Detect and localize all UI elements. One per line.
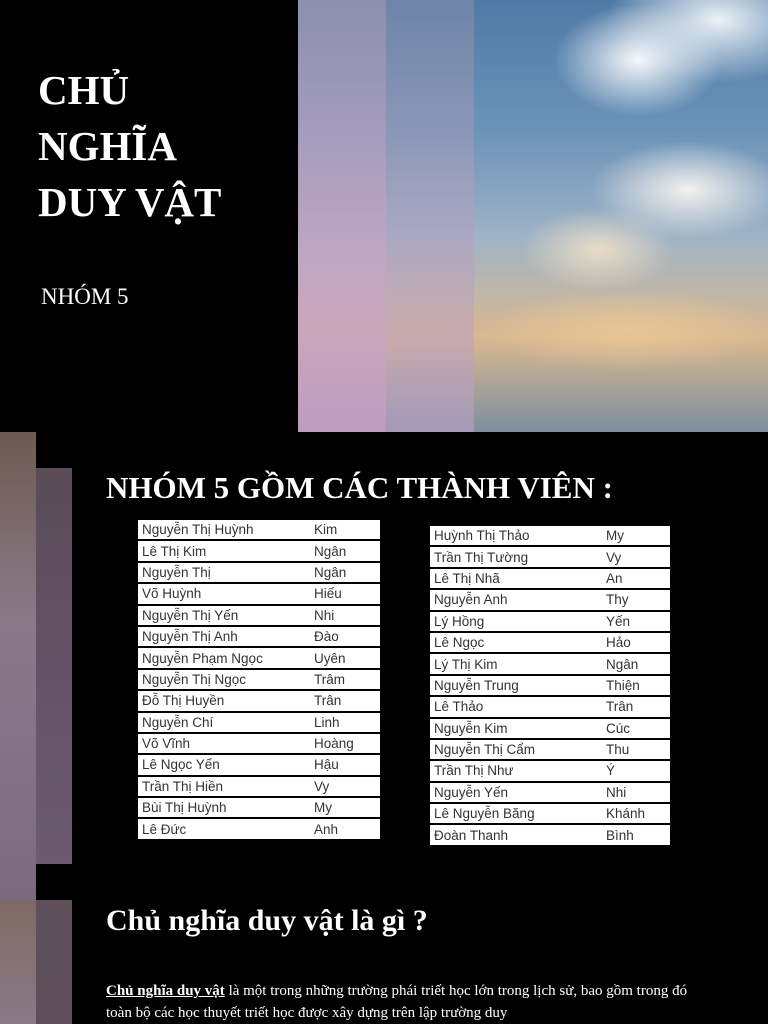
table-row [138,690,380,711]
table-row [138,776,380,797]
member-surname-cell: Đỗ Thị Huyền [138,690,308,711]
member-name-cell: Ý [600,760,670,781]
table-row [430,568,670,589]
member-surname-cell: Đoàn Thanh [430,824,600,845]
member-surname-cell: Nguyễn Chí [138,712,308,733]
decorative-sidebar-outer [0,432,36,900]
member-name-cell: Linh [308,712,380,733]
member-name-cell: Bình [600,824,670,845]
table-row [138,712,380,733]
member-surname-cell: Lê Thảo [430,696,600,717]
members-heading: NHÓM 5 GỒM CÁC THÀNH VIÊN : [106,470,613,505]
member-surname-cell: Nguyễn Thị [138,562,308,583]
member-name-cell: Trân [308,690,380,711]
table-row [138,754,380,775]
member-name-cell: Kim [308,520,380,540]
decorative-sidebar-outer [0,900,36,1024]
member-surname-cell: Trần Thị Như [430,760,600,781]
table-row [430,675,670,696]
member-name-cell: Hậu [308,754,380,775]
table-row [430,803,670,824]
table-row [430,589,670,610]
definition-heading: Chủ nghĩa duy vật là gì ? [106,904,428,937]
member-name-cell: Trân [600,696,670,717]
member-surname-cell: Nguyễn Yến [430,782,600,803]
slide-title [38,62,221,230]
member-name-cell: Nhi [600,782,670,803]
member-name-cell: Khánh [600,803,670,824]
title-line-1: CHỦ [38,67,130,113]
member-surname-cell: Lê Nguyễn Băng [430,803,600,824]
title-line-3: DUY VẬT [38,179,222,225]
table-row [430,696,670,717]
member-name-cell: My [308,797,380,818]
table-row [430,653,670,674]
table-row [138,540,380,561]
table-row [430,611,670,632]
table-row [138,818,380,839]
table-row [138,605,380,626]
decorative-strip-2 [386,0,474,432]
member-surname-cell: Nguyễn Phạm Ngọc [138,647,308,668]
table-row [430,546,670,567]
member-name-cell: An [600,568,670,589]
member-surname-cell: Nguyễn Thị Ngọc [138,669,308,690]
member-surname-cell: Nguyễn Trung [430,675,600,696]
member-surname-cell: Lê Đức [138,818,308,839]
member-surname-cell: Nguyễn Kim [430,718,600,739]
table-row [138,669,380,690]
member-surname-cell: Lê Thị Kim [138,540,308,561]
member-surname-cell: Nguyễn Thị Yến [138,605,308,626]
title-line-2: NGHĨA [38,123,177,169]
table-row [138,626,380,647]
members-slide [0,432,768,900]
table-row [430,760,670,781]
slide-subtitle: NHÓM 5 [41,284,129,309]
table-row [430,782,670,803]
member-surname-cell: Lê Thị Nhã [430,568,600,589]
table-row [430,824,670,845]
member-name-cell: Ngân [600,653,670,674]
table-row [430,526,670,546]
member-surname-cell: Huỳnh Thị Thảo [430,526,600,546]
member-surname-cell: Võ Vĩnh [138,733,308,754]
member-name-cell: Thy [600,589,670,610]
member-name-cell: Thiện [600,675,670,696]
member-surname-cell: Nguyễn Thị Anh [138,626,308,647]
table-row [138,733,380,754]
decorative-strip-1 [298,0,386,432]
member-surname-cell: Lý Thị Kim [430,653,600,674]
member-name-cell: Ngân [308,540,380,561]
member-surname-cell: Võ Huỳnh [138,583,308,604]
member-name-cell: My [600,526,670,546]
member-name-cell: Hảo [600,632,670,653]
table-row [138,583,380,604]
decorative-sidebar-inner [36,468,72,864]
member-name-cell: Vy [600,546,670,567]
member-name-cell: Vy [308,776,380,797]
table-row [138,562,380,583]
table-row [430,739,670,760]
table-row [430,718,670,739]
definition-slide [0,900,768,1024]
member-name-cell: Thu [600,739,670,760]
member-surname-cell: Nguyễn Thị Cẩm [430,739,600,760]
member-surname-cell: Lê Ngọc [430,632,600,653]
table-row [138,797,380,818]
member-name-cell: Trâm [308,669,380,690]
decorative-sidebar-inner [36,900,72,1024]
member-surname-cell: Lý Hồng [430,611,600,632]
member-name-cell: Hiếu [308,583,380,604]
table-row [138,647,380,668]
member-name-cell: Uyên [308,647,380,668]
table-row [138,520,380,540]
definition-term: Chủ nghĩa duy vật [106,983,225,999]
members-table-left [138,520,380,841]
member-name-cell: Anh [308,818,380,839]
member-surname-cell: Lê Ngọc Yến [138,754,308,775]
member-name-cell: Cúc [600,718,670,739]
member-surname-cell: Nguyễn Anh [430,589,600,610]
member-name-cell: Đào [308,626,380,647]
definition-body: là một trong những trường phái triết học lớn trong lịch sử, bao gồm trong đó toàn bộ các học thuyết triết học được xây dựng trên lập trường duy [106,983,688,1021]
title-slide [0,0,768,432]
member-name-cell: Ngân [308,562,380,583]
table-row [430,632,670,653]
member-name-cell: Yến [600,611,670,632]
member-surname-cell: Bùi Thị Huỳnh [138,797,308,818]
member-surname-cell: Nguyễn Thị Huỳnh [138,520,308,540]
member-name-cell: Nhi [308,605,380,626]
definition-paragraph [106,980,706,1024]
member-surname-cell: Trần Thị Tường [430,546,600,567]
members-table-right [430,526,670,847]
member-surname-cell: Trần Thị Hiền [138,776,308,797]
member-name-cell: Hoàng [308,733,380,754]
